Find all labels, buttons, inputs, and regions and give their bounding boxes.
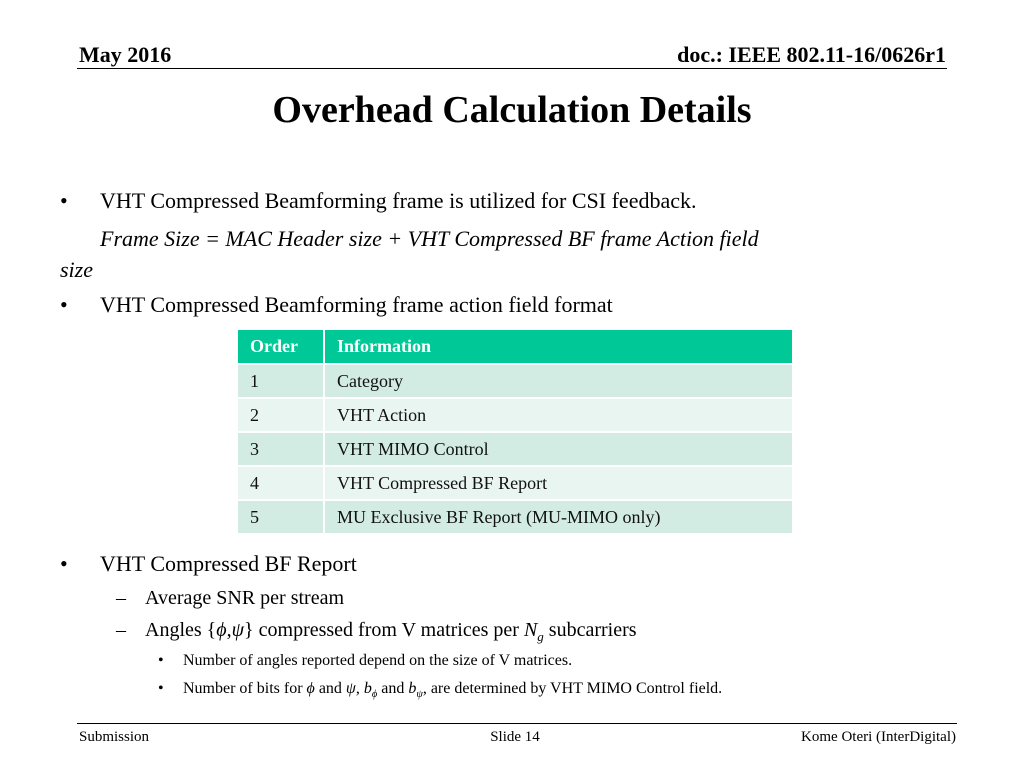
bullet-1 xyxy=(0,188,1024,218)
table-cell-order: 2 xyxy=(237,398,324,432)
table-row xyxy=(237,500,793,534)
bullet-2 xyxy=(0,292,1024,322)
frame-size-formula-wrap: size xyxy=(60,257,93,282)
table-cell-order: 4 xyxy=(237,466,324,500)
sub-sub-bullet-bits-text: Number of bits for ϕ and ψ, $b_\phi$ and $b_\psi$, are determined by VHT MIMO Control field. xyxy=(183,680,723,701)
table-cell-order: 3 xyxy=(237,432,324,466)
sub-bullet-snr-text: Average SNR per stream xyxy=(145,587,345,609)
sub-sub-bullet-angles-count xyxy=(0,652,1024,674)
footer-submission: Submission xyxy=(79,729,150,745)
table-cell-information: MU Exclusive BF Report (MU-MIMO only) xyxy=(324,500,793,534)
bullet-dot: • xyxy=(158,652,164,669)
bullet-3-text: VHT Compressed BF Report xyxy=(100,551,357,576)
sub-bullet-snr xyxy=(0,587,1024,613)
sub-bullet-dash: – xyxy=(116,587,126,609)
frame-size-formula: Frame Size = MAC Header size + VHT Compressed BF frame Action field xyxy=(100,226,759,251)
bullet-dot: • xyxy=(60,292,68,317)
bullet-dot: • xyxy=(158,680,164,697)
bullet-1-text: VHT Compressed Beamforming frame is utilized for CSI feedback. xyxy=(100,188,697,213)
table-cell-order: 1 xyxy=(237,364,324,398)
footer-slide-number: Slide 14 xyxy=(490,729,540,745)
sub-bullet-dash: – xyxy=(116,619,126,641)
table-cell-information: VHT Action xyxy=(324,398,793,432)
slide-title: Overhead Calculation Details xyxy=(272,89,752,131)
table-cell-information: Category xyxy=(324,364,793,398)
action-field-format-table xyxy=(236,328,794,535)
table-header-information: Information xyxy=(324,329,793,364)
footer-divider xyxy=(77,723,957,724)
table-row xyxy=(237,466,793,500)
table-cell-order: 5 xyxy=(237,500,324,534)
bullet-2-text: VHT Compressed Beamforming frame action field format xyxy=(100,292,613,317)
bullet-3 xyxy=(0,551,1024,581)
table-row xyxy=(237,432,793,466)
table-cell-information: VHT Compressed BF Report xyxy=(324,466,793,500)
sub-sub-bullet-bits xyxy=(0,680,1024,704)
header-date: May 2016 xyxy=(79,42,172,67)
sub-bullet-angles-text: Angles {ϕ,ψ} compressed from V matrices per $N_g$ subcarriers xyxy=(145,619,637,644)
table-header-row xyxy=(237,329,793,364)
table-row xyxy=(237,364,793,398)
sub-sub-bullet-angles-count-text: Number of angles reported depend on the size of V matrices. xyxy=(183,652,573,669)
table-row xyxy=(237,398,793,432)
bullet-dot: • xyxy=(60,188,68,213)
bullet-dot: • xyxy=(60,551,68,576)
header-doc-id: doc.: IEEE 802.11-16/0626r1 xyxy=(677,42,946,67)
header-divider xyxy=(77,68,947,69)
sub-bullet-angles xyxy=(0,619,1024,647)
table-header-order: Order xyxy=(237,329,324,364)
footer-author: Kome Oteri (InterDigital) xyxy=(801,729,956,745)
table-cell-information: VHT MIMO Control xyxy=(324,432,793,466)
